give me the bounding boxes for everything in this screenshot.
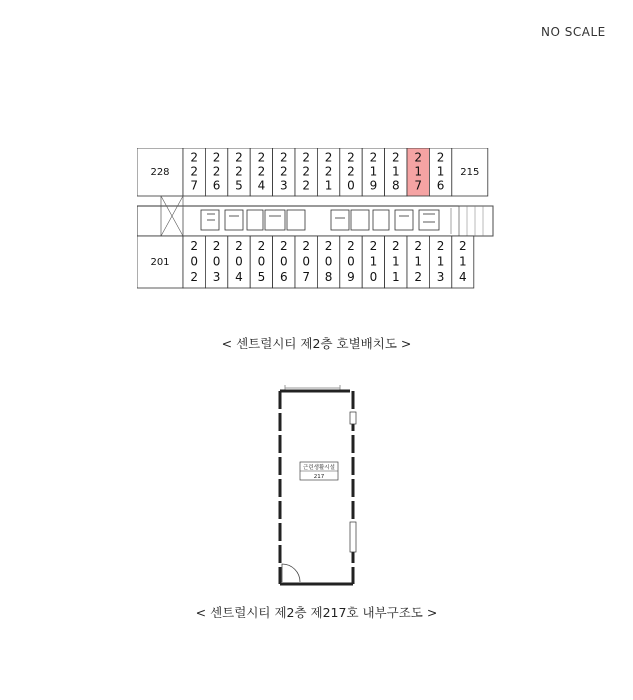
- unit-number-digit: 1: [391, 164, 400, 179]
- unit-number-digit: 7: [190, 178, 199, 193]
- unit-number-digit: 9: [347, 269, 355, 284]
- unit-number-digit: 3: [436, 269, 445, 284]
- unit-208: [317, 236, 339, 288]
- unit-number-label: 215: [460, 167, 480, 178]
- unit-206: [273, 236, 295, 288]
- unit-number-digit: 0: [347, 254, 355, 269]
- unit-number-digit: 0: [190, 254, 199, 269]
- unit-number-digit: 2: [302, 178, 311, 193]
- unit-number-digit: 1: [436, 164, 445, 179]
- unit-210: [362, 236, 384, 288]
- unit-number-digit: 1: [369, 254, 378, 269]
- unit-202: [183, 236, 205, 288]
- unit-number-digit: 2: [414, 150, 423, 165]
- floor-plan-caption: < 센트럴시티 제2층 호별배치도 >: [221, 336, 412, 351]
- upper-unit-row: [137, 148, 488, 196]
- lower-unit-row: [137, 236, 474, 288]
- unit-number-digit: 2: [414, 239, 423, 254]
- unit-number-digit: 1: [391, 254, 400, 269]
- unit-226: [205, 148, 227, 196]
- unit-number-digit: 3: [279, 178, 288, 193]
- unit-number-digit: 4: [235, 269, 243, 284]
- unit-number-digit: 2: [458, 239, 467, 254]
- unit-number-digit: 2: [347, 164, 355, 179]
- unit-221: [317, 148, 339, 196]
- unit-222: [295, 148, 317, 196]
- unit-227: [183, 148, 205, 196]
- unit-number-digit: 8: [391, 178, 400, 193]
- unit-number-digit: 9: [369, 178, 378, 193]
- unit-number-digit: 2: [391, 150, 400, 165]
- unit-number-digit: 1: [414, 164, 423, 179]
- unit-use-label: 근린생활시설: [303, 465, 335, 471]
- unit-number-label: 201: [150, 257, 170, 268]
- unit-number-digit: 5: [257, 269, 266, 284]
- unit-number-digit: 2: [235, 150, 243, 165]
- unit-number-digit: 2: [212, 239, 221, 254]
- unit-number-digit: 1: [391, 269, 400, 284]
- unit-number-digit: 6: [436, 178, 445, 193]
- unit-detail-caption: < 센트럴시티 제2층 제217호 내부구조도 >: [195, 605, 438, 620]
- unit-number-digit: 6: [212, 178, 221, 193]
- unit-number-digit: 0: [347, 178, 355, 193]
- unit-number-digit: 2: [279, 239, 288, 254]
- unit-number-digit: 2: [302, 150, 311, 165]
- unit-number-label: 217: [313, 474, 325, 480]
- unit-number-digit: 2: [235, 164, 243, 179]
- unit-number-digit: 1: [414, 254, 423, 269]
- unit-number-digit: 0: [279, 254, 288, 269]
- unit-number-digit: 0: [235, 254, 243, 269]
- unit-number-digit: 2: [369, 150, 378, 165]
- unit-number-digit: 2: [235, 239, 243, 254]
- unit-number-digit: 2: [279, 150, 288, 165]
- unit-224: [250, 148, 272, 196]
- unit-number-digit: 8: [324, 269, 333, 284]
- corridor: [137, 206, 493, 236]
- unit-220: [340, 148, 362, 196]
- unit-number-digit: 2: [347, 239, 355, 254]
- unit-228: [137, 148, 183, 196]
- unit-209: [340, 236, 362, 288]
- unit-number-digit: 2: [302, 164, 311, 179]
- unit-number-digit: 2: [302, 239, 311, 254]
- unit-213: [429, 236, 451, 288]
- unit-number-digit: 4: [458, 269, 467, 284]
- no-scale-note: NO SCALE: [541, 25, 606, 39]
- unit-number-digit: 2: [257, 239, 266, 254]
- unit-215: [452, 148, 488, 196]
- unit-number-digit: 2: [212, 164, 221, 179]
- unit-number-digit: 2: [324, 164, 333, 179]
- unit-number-digit: 1: [436, 254, 445, 269]
- unit-number-digit: 3: [212, 269, 221, 284]
- unit-number-digit: 1: [369, 164, 378, 179]
- unit-number-digit: 2: [212, 150, 221, 165]
- unit-number-digit: 7: [302, 269, 311, 284]
- unit-207: [295, 236, 317, 288]
- unit-number-digit: 2: [190, 239, 199, 254]
- unit-217: [407, 148, 429, 196]
- unit-number-digit: 2: [436, 239, 445, 254]
- unit-number-digit: 2: [324, 150, 333, 165]
- unit-number-digit: 2: [190, 164, 199, 179]
- unit-interior-plan: [270, 382, 370, 592]
- unit-number-digit: 0: [212, 254, 221, 269]
- unit-number-digit: 2: [190, 150, 199, 165]
- unit-number-digit: 0: [324, 254, 333, 269]
- unit-number-digit: 2: [190, 269, 199, 284]
- unit-number-digit: 5: [235, 178, 243, 193]
- unit-223: [273, 148, 295, 196]
- unit-number-digit: 0: [302, 254, 311, 269]
- unit-number-digit: 2: [391, 239, 400, 254]
- unit-212: [407, 236, 429, 288]
- floor-layout-plan: [137, 148, 497, 291]
- unit-201: [137, 236, 183, 288]
- unit-number-digit: 0: [369, 269, 378, 284]
- unit-number-digit: 4: [257, 178, 266, 193]
- unit-number-digit: 2: [369, 239, 378, 254]
- unit-number-digit: 2: [347, 150, 355, 165]
- unit-225: [228, 148, 250, 196]
- unit-number-label: 228: [150, 167, 170, 178]
- unit-number-digit: 2: [279, 164, 288, 179]
- unit-number-digit: 7: [414, 178, 423, 193]
- unit-number-digit: 2: [414, 269, 423, 284]
- unit-number-digit: 1: [458, 254, 467, 269]
- unit-218: [385, 148, 407, 196]
- unit-214: [452, 236, 474, 288]
- unit-216: [429, 148, 451, 196]
- unit-number-digit: 2: [257, 164, 266, 179]
- unit-211: [385, 236, 407, 288]
- unit-number-digit: 0: [257, 254, 266, 269]
- unit-number-digit: 6: [279, 269, 288, 284]
- unit-number-digit: 1: [324, 178, 333, 193]
- unit-204: [228, 236, 250, 288]
- unit-205: [250, 236, 272, 288]
- unit-203: [205, 236, 227, 288]
- unit-number-digit: 2: [257, 150, 266, 165]
- unit-number-digit: 2: [436, 150, 445, 165]
- unit-number-digit: 2: [324, 239, 333, 254]
- unit-219: [362, 148, 384, 196]
